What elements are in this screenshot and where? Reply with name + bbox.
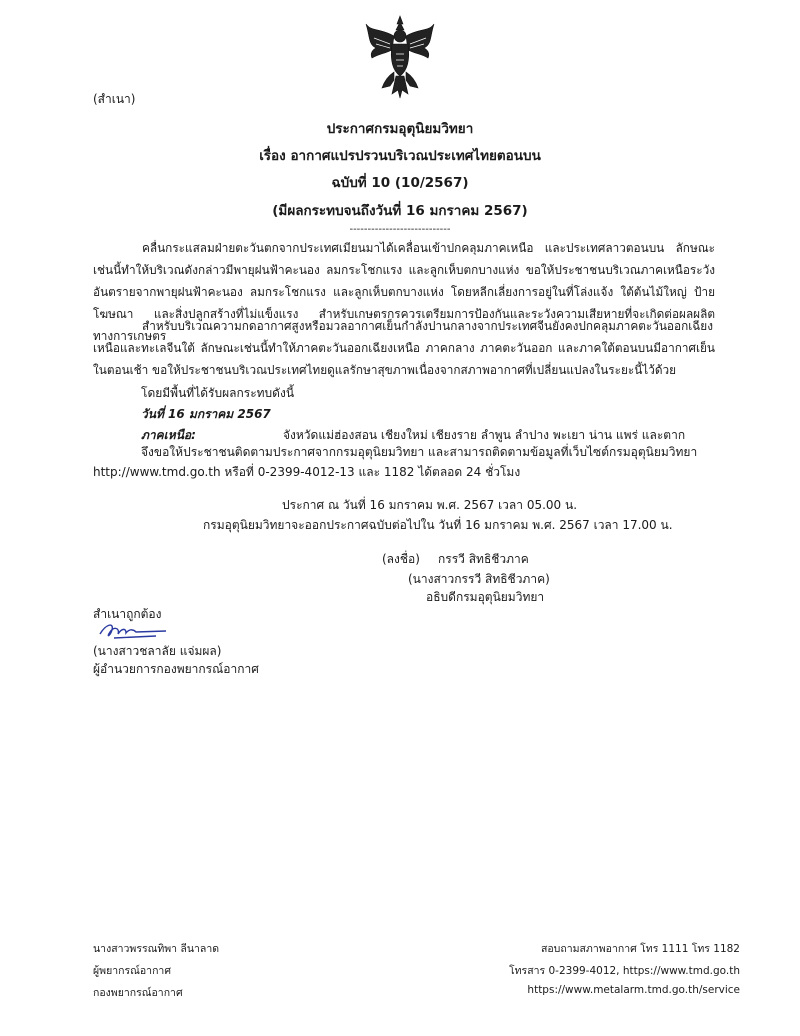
footer-right-line-3: https://www.metalarm.tmd.go.th/service <box>527 984 740 996</box>
copy-mark: (สำเนา) <box>93 92 136 106</box>
footer-left-line-3: กองพยากรณ์อากาศ <box>93 987 183 999</box>
effective-period: (มีผลกระทบจนถึงวันที่ 16 มกราคม 2567) <box>272 203 528 219</box>
issued-time: ประกาศ ณ วันที่ 16 มกราคม พ.ศ. 2567 เวลา 05.00 น. <box>282 498 578 512</box>
signed-prefix: (ลงชื่อ) <box>382 552 420 566</box>
affected-date: วันที่ 16 มกราคม 2567 <box>141 407 271 421</box>
signed-name: กรรวี สิทธิชีวภาค <box>438 552 529 566</box>
footer-right-line-2: โทรสาร 0-2399-4012, https://www.tmd.go.th <box>509 965 740 977</box>
garuda-emblem-icon <box>364 14 436 100</box>
follow-line-1: จึงขอให้ประชาชนติดตามประกาศจากกรมอุตุนิยมวิทยา และสามารถติดตามข้อมูลที่เว็บไซต์กรมอุตุนิยมวิทยา <box>141 445 698 459</box>
affected-intro: โดยมีพื้นที่ได้รับผลกระทบดังนี้ <box>141 386 295 400</box>
footer-left-line-1: นางสาวพรรณทิพา ลีนาลาด <box>93 943 220 955</box>
paragraph-westerly-wave: คลื่นกระแสลมฝ่ายตะวันตกจากประเทศเมียนมาได้เคลื่อนเข้าปกคลุมภาคเหนือ และประเทศลาวตอนบน ลักษณะเช่นนี้ทำให้บริเวณดังกล่าวมีพายุฝนฟ้าคะนอง ลมกระโชกแรง และลูกเห็บตกบางแห่ง ขอให้ประชาชนบริเวณภาคเหนือระวังอันตรายจากพายุฝนฟ้าคะนอง ลมกระโชกแรง และลูกเห็บตกบางแห่ง โดยหลีกเลี่ยงการอยู่ในที่โล่งแจ้ง ใต้ต้นไม้ใหญ่ ป้ายโฆษณา และสิ่งปลูกสร้างที่ไม่แข็งแรง สำหรับเกษตรกรควรเตรียมการป้องกันและระวังความเสียหายที่จะเกิดต่อผลผลิตทางการเกษตร <box>93 241 715 343</box>
footer-right-line-1: สอบถามสภาพอากาศ โทร 1111 โทร 1182 <box>540 943 740 955</box>
page-title: ประกาศกรมอุตุนิยมวิทยา <box>326 121 474 137</box>
next-issue-time: กรมอุตุนิยมวิทยาจะออกประกาศฉบับต่อไปใน วันที่ 16 มกราคม พ.ศ. 2567 เวลา 17.00 น. <box>203 518 673 532</box>
paragraph-cold-air-mass: สำหรับบริเวณความกดอากาศสูงหรือมวลอากาศเย็นกำลังปานกลางจากประเทศจีนยังคงปกคลุมภาคตะวันออกเฉียงเหนือและทะเลจีนใต้ ลักษณะเช่นนี้ทำให้ภาคตะวันออกเฉียงเหนือ ภาคกลาง ภาคตะวันออก และภาคใต้ตอนบนมีอากาศเย็นในตอนเช้า ขอให้ประชาชนบริเวณประเทศไทยดูแลรักษาสุขภาพเนื่องจากสภาพอากาศที่เปลี่ยนแปลงในระยะนี้ไว้ด้วย <box>93 319 715 377</box>
subject-line: เรื่อง อากาศแปรปรวนบริเวณประเทศไทยตอนบน <box>259 148 541 164</box>
signer-full-name: (นางสาวกรรวี สิทธิชีวภาค) <box>408 572 550 586</box>
region-label: ภาคเหนือ: <box>141 428 196 442</box>
region-provinces: จังหวัดแม่ฮ่องสอน เชียงใหม่ เชียงราย ลำพูน ลำปาง พะเยา น่าน แพร่ และตาก <box>283 428 686 442</box>
divider: ---------------------------- <box>349 224 451 235</box>
handwritten-signature-icon <box>96 620 170 642</box>
issue-number: ฉบับที่ 10 (10/2567) <box>331 175 469 191</box>
certifier-position: ผู้อำนวยการกองพยากรณ์อากาศ <box>93 662 259 676</box>
certifier-name: (นางสาวชลาลัย แจ่มผล) <box>93 644 222 658</box>
footer-left-line-2: ผู้พยากรณ์อากาศ <box>93 965 171 977</box>
certified-copy-label: สำเนาถูกต้อง <box>93 607 162 621</box>
signer-position: อธิบดีกรมอุตุนิยมวิทยา <box>426 590 545 604</box>
follow-line-2: http://www.tmd.go.th หรือที่ 0-2399-4012-13 และ 1182 ได้ตลอด 24 ชั่วโมง <box>93 465 521 479</box>
